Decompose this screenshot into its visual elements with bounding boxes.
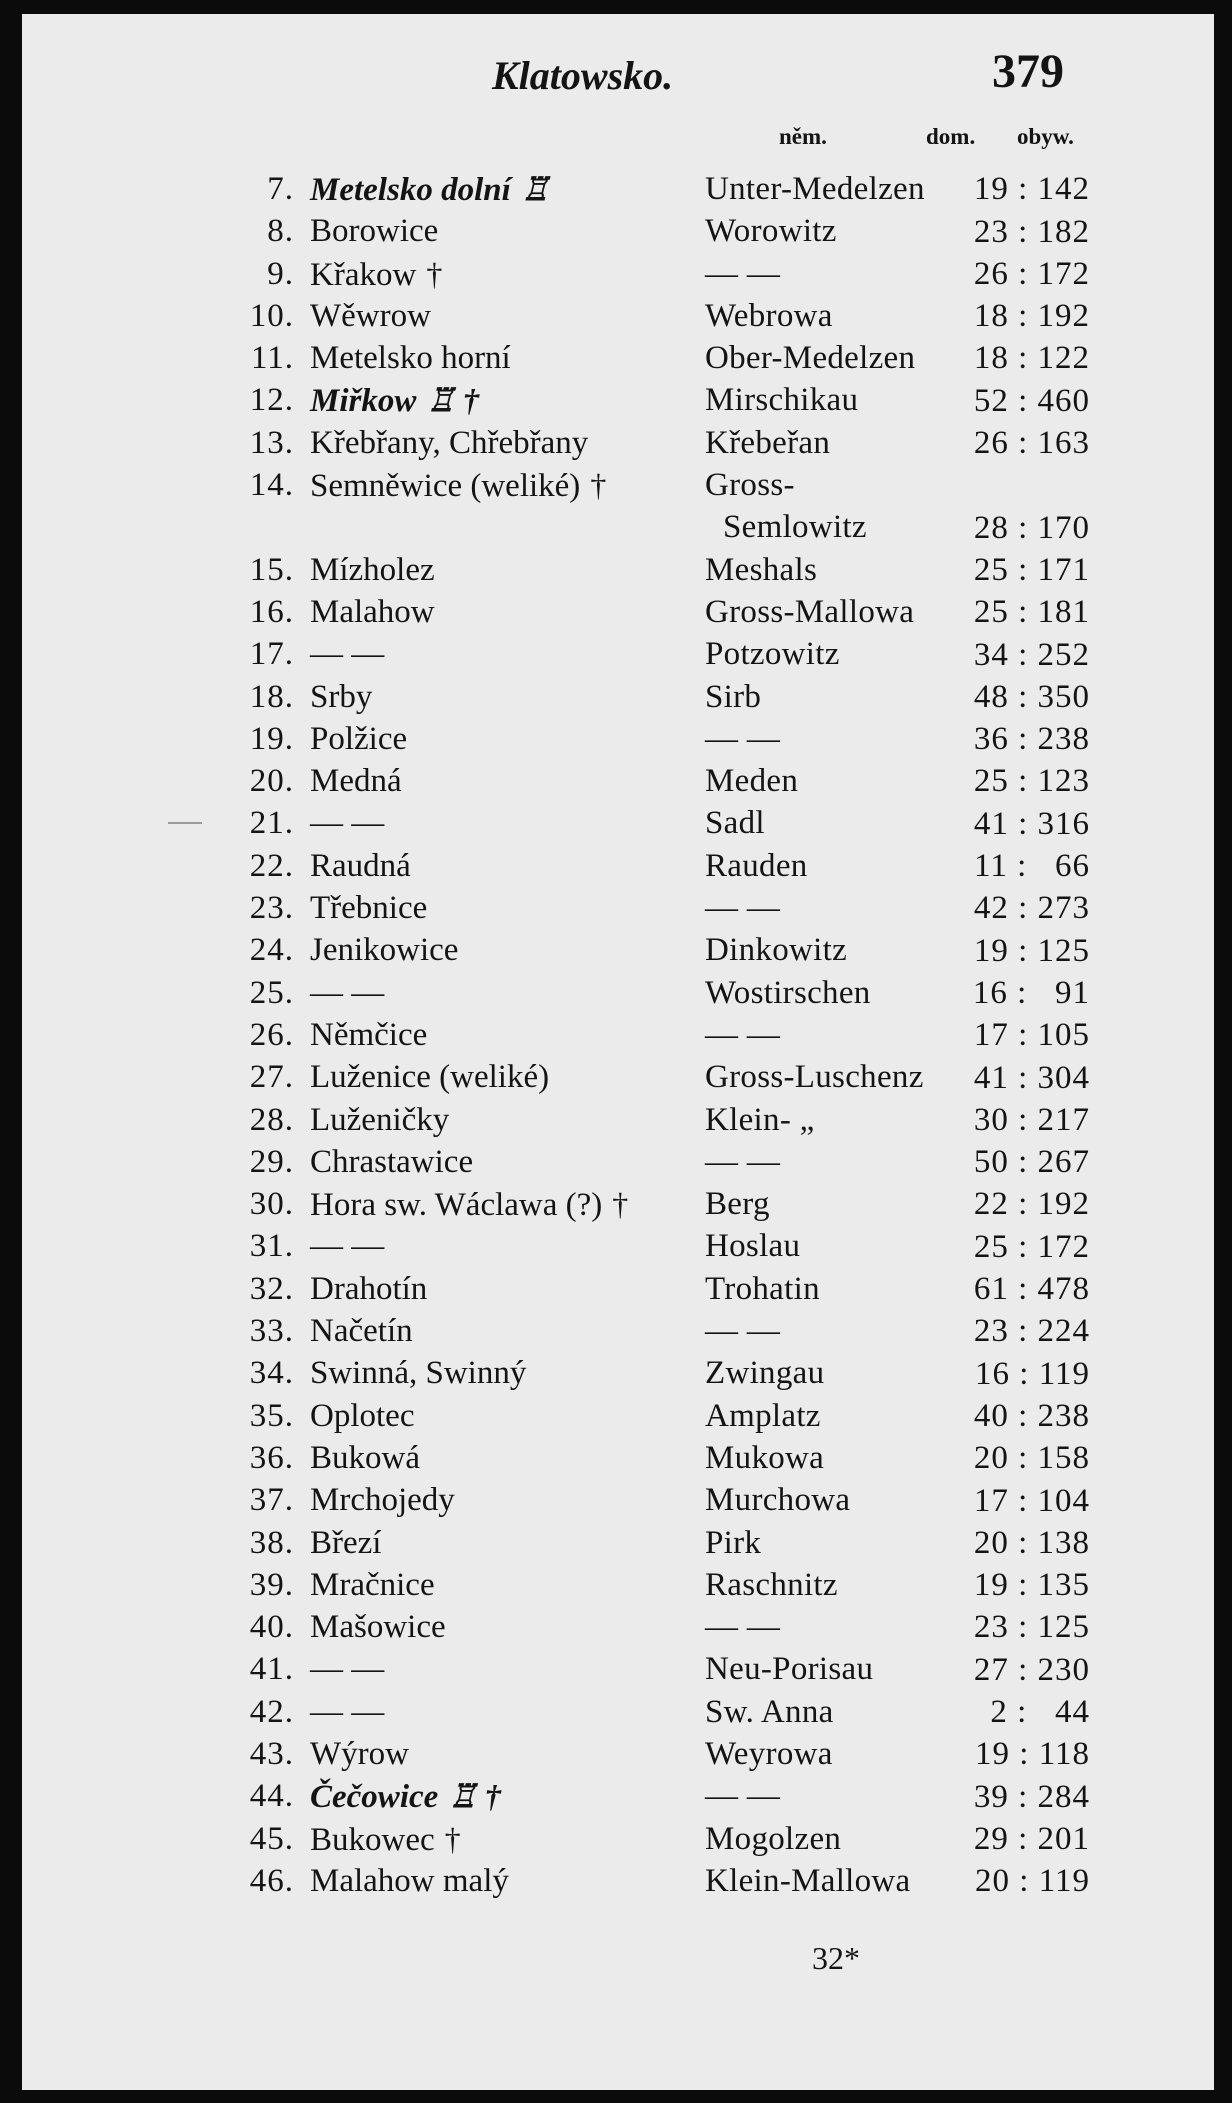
row-number: 38. — [249, 1524, 294, 1561]
page-number: 379 — [992, 45, 1064, 98]
row-number: 39. — [249, 1566, 294, 1603]
czech-name-text: — — — [310, 1651, 385, 1688]
castle-cross-icon: ♖ † — [448, 1778, 501, 1815]
table-row — [22, 1395, 1214, 1437]
row-number: 45. — [249, 1820, 294, 1857]
houses-inhabitants: 17 : 105 — [973, 1017, 1090, 1054]
houses-inhabitants: 39 : 284 — [973, 1778, 1090, 1815]
table-row — [22, 379, 1214, 421]
german-name — [705, 887, 780, 929]
german-name — [705, 1818, 841, 1860]
czech-name-text: Mašowice — [310, 1609, 446, 1646]
houses-inhabitants: 50 : 267 — [973, 1144, 1090, 1181]
german-name-text: Gross- — [705, 467, 795, 504]
table-row — [22, 929, 1214, 971]
row-number: 27. — [249, 1059, 294, 1096]
czech-name-text: Čečowice — [310, 1779, 439, 1816]
table-row — [22, 1775, 1214, 1817]
row-number: 42. — [249, 1693, 294, 1730]
czech-name-text: Wěwrow — [310, 297, 431, 334]
german-name-text: Neu-Porisau — [705, 1651, 874, 1688]
czech-name — [310, 633, 384, 675]
book-page — [22, 14, 1214, 2090]
german-name — [705, 1479, 850, 1521]
czech-name — [310, 1860, 509, 1902]
row-number: 46. — [249, 1862, 294, 1899]
row-number: 30. — [249, 1186, 294, 1223]
czech-name-text: Wýrow — [310, 1735, 409, 1772]
czech-name — [310, 1225, 384, 1267]
czech-name — [310, 1056, 549, 1098]
czech-name — [310, 887, 427, 929]
row-number: 44. — [249, 1778, 294, 1815]
table-row — [22, 1352, 1214, 1394]
german-name — [705, 337, 915, 379]
czech-name — [310, 1099, 449, 1141]
houses-inhabitants: 25 : 171 — [973, 551, 1090, 588]
row-number: 12. — [249, 382, 294, 419]
houses-inhabitants: 34 : 252 — [973, 636, 1090, 673]
row-number: 41. — [249, 1651, 294, 1688]
row-number: 23. — [249, 890, 294, 927]
german-name-text: — — — [705, 1016, 781, 1053]
column-header-houses: dom. — [926, 124, 976, 149]
houses-inhabitants: 40 : 238 — [973, 1397, 1090, 1434]
german-name-text: Gross-Luschenz — [705, 1059, 924, 1096]
table-row — [22, 1818, 1214, 1860]
german-name — [705, 1648, 873, 1690]
castle-cross-icon: ♖ — [520, 171, 550, 207]
table-row — [22, 591, 1214, 633]
houses-inhabitants: 36 : 238 — [973, 721, 1090, 758]
german-name — [705, 253, 780, 295]
czech-name-text: Jenikowice — [310, 932, 459, 969]
row-number: 9. — [267, 255, 294, 292]
table-row — [22, 845, 1214, 887]
german-name-text: Sirb — [705, 678, 762, 715]
czech-name — [310, 1437, 420, 1479]
table-row — [22, 1648, 1214, 1690]
german-name — [705, 1141, 780, 1183]
czech-name-text: Načetín — [310, 1313, 413, 1350]
table-row — [22, 1860, 1214, 1902]
german-name — [705, 379, 858, 421]
czech-name — [310, 337, 511, 379]
german-name — [705, 1395, 821, 1437]
german-name-text: Klein-Mallowa — [705, 1862, 911, 1899]
row-number: 32. — [249, 1270, 294, 1307]
row-number: 10. — [249, 297, 294, 334]
german-name — [705, 633, 840, 675]
table-row — [22, 337, 1214, 379]
czech-name — [310, 464, 606, 507]
row-number: 33. — [249, 1313, 294, 1350]
czech-name-text: Metelsko horní — [310, 340, 511, 377]
czech-name — [310, 802, 384, 844]
german-name-text: Sadl — [705, 805, 765, 842]
table-row — [22, 168, 1214, 210]
german-name-text: Meden — [705, 763, 799, 800]
czech-name — [310, 422, 588, 464]
german-name — [705, 591, 914, 633]
german-name — [705, 929, 847, 971]
german-name-text: Trohatin — [705, 1270, 820, 1307]
czech-name-text: Srby — [310, 678, 373, 715]
german-name — [705, 802, 765, 844]
houses-inhabitants: 29 : 201 — [973, 1820, 1090, 1857]
houses-inhabitants: 26 : 172 — [973, 255, 1090, 292]
german-name — [705, 1099, 815, 1141]
german-name-text: Berg — [705, 1186, 770, 1223]
czech-name-text: — — — [310, 974, 385, 1011]
czech-name — [310, 1733, 409, 1775]
czech-name-text: Drahotín — [310, 1270, 428, 1307]
column-header-german: něm. — [779, 124, 827, 149]
german-name-text: Dinkowitz — [705, 932, 848, 969]
czech-name-text: Medná — [310, 763, 402, 800]
czech-name-text: Raudná — [310, 847, 411, 884]
houses-inhabitants: 25 : 181 — [973, 594, 1090, 631]
table-row — [22, 1691, 1214, 1733]
czech-name-text: — — — [310, 1228, 385, 1265]
german-name — [705, 1225, 800, 1267]
czech-name-text: Mrchojedy — [310, 1482, 455, 1519]
table-row — [22, 1733, 1214, 1775]
czech-name — [310, 1775, 501, 1818]
row-number: 18. — [249, 678, 294, 715]
column-header-inhabitants: obyw. — [1017, 124, 1074, 149]
german-name-text: Klein- „ — [705, 1101, 815, 1138]
houses-inhabitants: 18 : 192 — [973, 298, 1090, 335]
german-name-text: Pirk — [705, 1524, 762, 1561]
german-name-text: — — — [705, 1313, 781, 1350]
german-name — [705, 1352, 824, 1394]
german-name — [705, 168, 925, 210]
table-row — [22, 972, 1214, 1014]
czech-name-text: Luženičky — [310, 1101, 450, 1138]
row-number: 15. — [249, 551, 294, 588]
german-name — [705, 1268, 820, 1310]
german-name — [705, 1564, 838, 1606]
houses-inhabitants: 30 : 217 — [973, 1101, 1090, 1138]
houses-inhabitants: 41 : 304 — [973, 1059, 1090, 1096]
german-name-text: — — — [705, 890, 781, 927]
german-name — [705, 1310, 780, 1352]
table-row — [22, 887, 1214, 929]
margin-mark — [168, 822, 202, 824]
table-row — [22, 295, 1214, 337]
czech-name — [310, 676, 372, 718]
castle-cross-icon: † — [426, 255, 443, 292]
czech-name-text: Třebnice — [310, 890, 428, 927]
houses-inhabitants: 25 : 123 — [973, 763, 1090, 800]
table-row — [22, 1141, 1214, 1183]
czech-name — [310, 1183, 628, 1226]
houses-inhabitants: 23 : 125 — [973, 1609, 1090, 1646]
castle-cross-icon: ♖ † — [426, 382, 480, 419]
german-name-text: — — — [705, 1609, 781, 1646]
czech-name-text: — — — [310, 1693, 385, 1730]
czech-name-text: Křebřany, Chřebřany — [310, 424, 589, 461]
german-name — [705, 1437, 824, 1479]
czech-name — [310, 1352, 526, 1394]
row-number: 17. — [249, 636, 294, 673]
czech-name — [310, 210, 438, 252]
table-row — [22, 1437, 1214, 1479]
czech-name — [310, 1818, 461, 1861]
row-number: 16. — [249, 593, 294, 630]
houses-inhabitants: 16 : 119 — [975, 1355, 1090, 1392]
german-name — [705, 1522, 761, 1564]
houses-inhabitants: 19 : 125 — [973, 932, 1090, 969]
czech-name — [310, 168, 549, 211]
czech-name-text: Malahow malý — [310, 1862, 509, 1899]
row-number: 36. — [249, 1439, 294, 1476]
czech-name — [310, 760, 402, 802]
german-name-text: Křebeřan — [705, 424, 831, 461]
czech-name — [310, 929, 458, 971]
czech-name-text: Bukowec — [310, 1821, 435, 1858]
czech-name — [310, 1268, 427, 1310]
castle-cross-icon: † — [590, 467, 607, 504]
german-name-text: Mirschikau — [705, 382, 859, 419]
row-number: 29. — [249, 1143, 294, 1180]
czech-name — [310, 253, 442, 296]
czech-name — [310, 1479, 455, 1521]
row-number: 24. — [249, 932, 294, 969]
german-name-text: Murchowa — [705, 1482, 851, 1519]
table-row — [22, 1606, 1214, 1648]
german-name-text: Raschnitz — [705, 1566, 838, 1603]
czech-name — [310, 1522, 381, 1564]
german-name-text: Potzowitz — [705, 636, 840, 673]
czech-name-text: Borowice — [310, 213, 439, 250]
row-number: 21. — [249, 805, 294, 842]
czech-name — [310, 1564, 435, 1606]
german-name — [705, 845, 808, 887]
row-number: 26. — [249, 1016, 294, 1053]
table-row — [22, 549, 1214, 591]
german-name — [705, 1691, 834, 1733]
running-title: Klatowsko. — [492, 53, 674, 98]
german-name-text: Hoslau — [705, 1228, 801, 1265]
table-row — [22, 1479, 1214, 1521]
german-name-text: Sw. Anna — [705, 1693, 834, 1730]
czech-name — [310, 1606, 446, 1648]
german-name-text: Wostirschen — [705, 974, 871, 1011]
row-number: 35. — [249, 1397, 294, 1434]
houses-inhabitants: 18 : 122 — [973, 340, 1090, 377]
castle-cross-icon: † — [612, 1186, 629, 1223]
row-number: 8. — [267, 213, 294, 250]
german-name — [705, 1014, 780, 1056]
czech-name — [310, 1310, 413, 1352]
row-number: 40. — [249, 1609, 294, 1646]
houses-inhabitants: 22 : 192 — [973, 1186, 1090, 1223]
row-number: 28. — [249, 1101, 294, 1138]
houses-inhabitants: 41 : 316 — [973, 805, 1090, 842]
houses-inhabitants: 42 : 273 — [973, 890, 1090, 927]
german-name — [705, 760, 798, 802]
czech-name-text: Miřkow — [310, 383, 417, 420]
german-name — [705, 718, 780, 760]
german-name — [705, 972, 871, 1014]
table-row — [22, 1099, 1214, 1141]
castle-cross-icon: † — [444, 1820, 461, 1857]
row-number: 31. — [249, 1228, 294, 1265]
czech-name — [310, 1141, 473, 1183]
houses-inhabitants: 20 : 119 — [975, 1863, 1090, 1900]
row-number: 19. — [249, 720, 294, 757]
houses-inhabitants: 19 : 142 — [973, 171, 1090, 208]
table-row — [22, 633, 1214, 675]
czech-name-text: Křakow — [310, 256, 417, 293]
czech-name — [310, 295, 431, 337]
czech-name-text: Chrastawice — [310, 1143, 474, 1180]
village-list — [22, 168, 1214, 1902]
row-number: 13. — [249, 424, 294, 461]
houses-inhabitants: 52 : 460 — [973, 382, 1090, 419]
czech-name — [310, 1395, 414, 1437]
german-name — [705, 464, 867, 548]
houses-inhabitants: 19 : 135 — [973, 1567, 1090, 1604]
czech-name-text: Metelsko dolní — [310, 172, 511, 208]
czech-name — [310, 549, 435, 591]
houses-inhabitants: 17 : 104 — [973, 1482, 1090, 1519]
houses-inhabitants: 61 : 478 — [973, 1271, 1090, 1308]
table-row — [22, 1183, 1214, 1225]
czech-name-text: — — — [310, 805, 385, 842]
german-name-continued: Semlowitz — [723, 509, 867, 546]
german-name-text: Gross-Mallowa — [705, 593, 915, 630]
german-name — [705, 1606, 780, 1648]
row-number: 20. — [249, 763, 294, 800]
german-name — [705, 549, 817, 591]
table-row — [22, 718, 1214, 760]
row-number: 11. — [250, 340, 294, 377]
row-number: 22. — [249, 847, 294, 884]
houses-inhabitants: 23 : 182 — [973, 213, 1090, 250]
czech-name — [310, 845, 411, 887]
german-name-text: — — — [705, 720, 781, 757]
table-row — [22, 1564, 1214, 1606]
table-row — [22, 1268, 1214, 1310]
german-name-text: — — — [705, 255, 781, 292]
german-name — [705, 1056, 924, 1098]
czech-name — [310, 1648, 384, 1690]
german-name-text: Ober-Medelzen — [705, 340, 916, 377]
table-row — [22, 1056, 1214, 1098]
german-name — [705, 1183, 770, 1225]
german-name — [705, 1860, 911, 1902]
german-name-text: — — — [705, 1143, 781, 1180]
houses-inhabitants: 16 : 91 — [972, 974, 1090, 1011]
german-name-text: Mukowa — [705, 1439, 825, 1476]
czech-name — [310, 591, 435, 633]
german-name — [705, 1775, 780, 1817]
czech-name-text: Malahow — [310, 593, 435, 630]
table-row — [22, 1014, 1214, 1056]
houses-inhabitants: 2 : 44 — [990, 1693, 1090, 1730]
czech-name-text: Mračnice — [310, 1566, 435, 1603]
german-name-text: Rauden — [705, 847, 808, 884]
czech-name-text: Luženice (weliké) — [310, 1059, 550, 1096]
german-name — [705, 1733, 833, 1775]
german-name — [705, 676, 761, 718]
czech-name — [310, 718, 407, 760]
german-name-text: Meshals — [705, 551, 818, 588]
row-number: 25. — [249, 974, 294, 1011]
german-name-text: Worowitz — [705, 213, 837, 250]
czech-name-text: Bukowá — [310, 1439, 420, 1476]
houses-inhabitants: 26 : 163 — [973, 425, 1090, 462]
table-row — [22, 464, 1214, 549]
houses-inhabitants: 20 : 158 — [973, 1440, 1090, 1477]
table-row — [22, 676, 1214, 718]
houses-inhabitants: 19 : 118 — [975, 1736, 1090, 1773]
row-number: 43. — [249, 1735, 294, 1772]
german-name-text: Amplatz — [705, 1397, 821, 1434]
czech-name-text: — — — [310, 636, 385, 673]
czech-name-text: Hora sw. Wáclawa (?) — [310, 1187, 603, 1224]
houses-inhabitants: 23 : 224 — [973, 1313, 1090, 1350]
table-row — [22, 422, 1214, 464]
row-number: 34. — [249, 1355, 294, 1392]
table-row — [22, 1225, 1214, 1267]
houses-inhabitants: 28 : 170 — [973, 509, 1090, 546]
houses-inhabitants: 48 : 350 — [973, 678, 1090, 715]
german-name — [705, 295, 833, 337]
czech-name — [310, 972, 384, 1014]
german-name-text: Unter-Medelzen — [705, 171, 925, 207]
table-row — [22, 1522, 1214, 1564]
table-row — [22, 760, 1214, 802]
german-name-text: Weyrowa — [705, 1735, 833, 1772]
row-number: 14. — [249, 467, 294, 504]
german-name-text: — — — [705, 1778, 781, 1815]
row-number: 37. — [249, 1482, 294, 1519]
german-name-text: Zwingau — [705, 1355, 825, 1392]
czech-name — [310, 1691, 384, 1733]
german-name-text: Mogolzen — [705, 1820, 842, 1857]
czech-name-text: Swinná, Swinný — [310, 1355, 527, 1392]
czech-name-text: Němčice — [310, 1016, 428, 1053]
houses-inhabitants: 11 : 66 — [974, 848, 1090, 885]
houses-inhabitants: 27 : 230 — [973, 1651, 1090, 1688]
signature-mark: 32* — [812, 1940, 860, 1976]
row-number: 7. — [267, 171, 294, 207]
czech-name-text: Semněwice (weliké) — [310, 468, 581, 505]
german-name — [705, 422, 830, 464]
table-row — [22, 253, 1214, 295]
german-name — [705, 210, 837, 252]
czech-name-text: Mízholez — [310, 551, 435, 588]
houses-inhabitants: 20 : 138 — [973, 1524, 1090, 1561]
czech-name — [310, 379, 479, 422]
german-name-text: Webrowa — [705, 297, 833, 334]
table-row — [22, 210, 1214, 252]
czech-name-text: Polžice — [310, 720, 408, 757]
houses-inhabitants: 25 : 172 — [973, 1228, 1090, 1265]
table-row — [22, 1310, 1214, 1352]
czech-name-text: Březí — [310, 1524, 382, 1561]
czech-name — [310, 1014, 427, 1056]
czech-name-text: Oplotec — [310, 1397, 415, 1434]
